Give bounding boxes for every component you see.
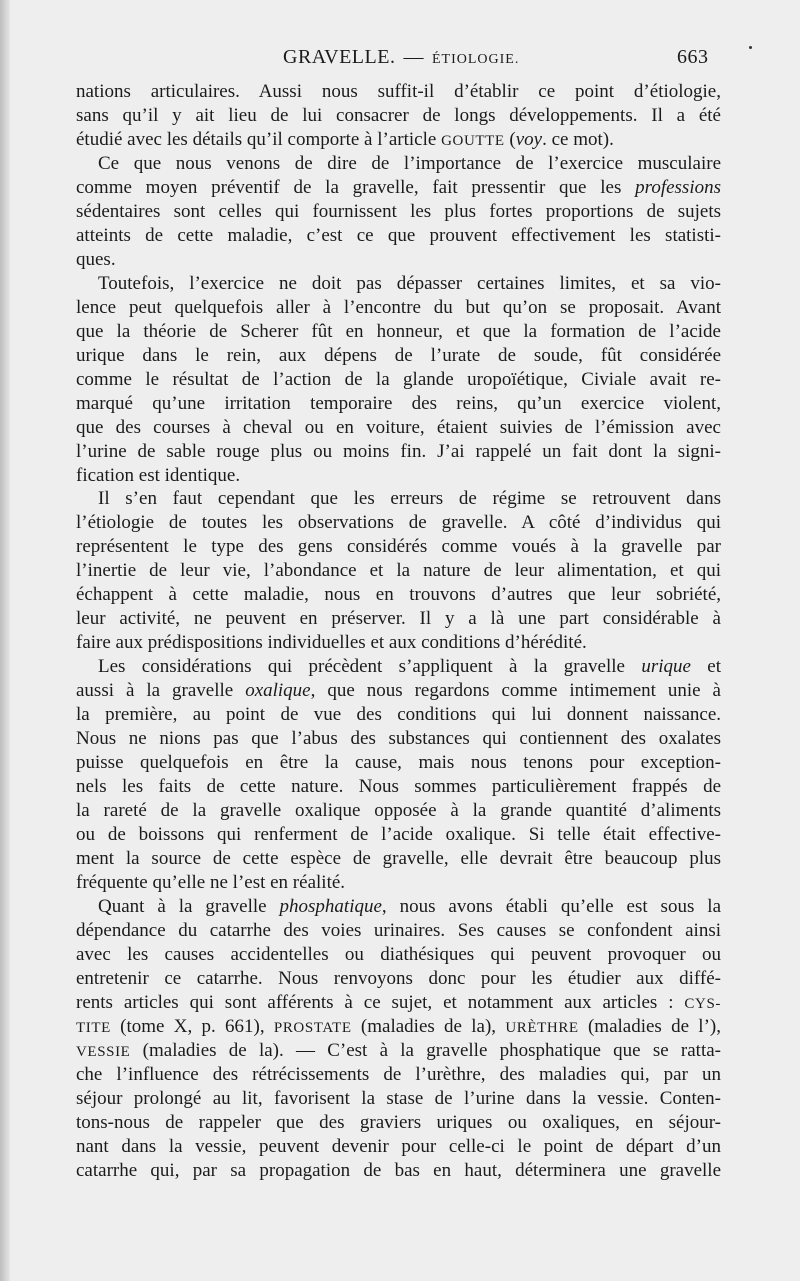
text-line xyxy=(76,1063,721,1087)
text-run: fication est identique. xyxy=(76,464,241,486)
text-run: Les considérations qui précèdent s’appliquent à la gravelle xyxy=(98,656,642,678)
text-run: catarrhe qui, par sa propagation de bas en haut, déterminera une gravelle xyxy=(76,1159,721,1181)
section-subtitle: ÉTIOLOGIE. xyxy=(431,52,520,67)
text-run: (maladies de la). — C’est à la gravelle phosphatique que se ratta- xyxy=(130,1039,721,1061)
text-run: faire aux prédispositions individuelles et aux conditions d’hérédité. xyxy=(76,632,587,654)
text-run: che l’influence des rétrécissements de l’urèthre, des maladies qui, par un xyxy=(76,1063,721,1085)
ink-speck xyxy=(749,46,752,49)
text-line xyxy=(76,200,721,224)
text-run: la rareté de la gravelle oxalique opposée à la grande quantité d’aliments xyxy=(76,800,721,822)
text-run: et xyxy=(690,656,721,678)
text-line xyxy=(76,176,721,200)
text-run: étudié avec les détails qu’il comporte à l’article xyxy=(76,128,442,150)
text-run: lence peut quelquefois aller à l’encontre du but qu’on se proposait. Avant xyxy=(76,296,721,318)
text-run: . ce mot). xyxy=(542,128,614,150)
text-line xyxy=(76,559,721,583)
text-run: l’inertie de leur vie, l’abondance et la nature de leur alimentation, et qui xyxy=(76,560,721,582)
text-line xyxy=(76,631,721,655)
text-line xyxy=(76,847,721,871)
chapter-title: GRAVELLE. xyxy=(283,46,396,68)
text-line xyxy=(76,991,721,1015)
text-run: rents articles qui sont afférents à ce sujet, et notamment aux articles : xyxy=(76,991,685,1013)
text-run: échappent à cette maladie, nous en trouvons d’autres que leur sobriété, xyxy=(76,584,721,606)
text-run: Ce que nous venons de dire de l’importance de l’exercice musculaire xyxy=(98,152,721,174)
text-line xyxy=(76,1015,721,1039)
text-line xyxy=(76,296,721,320)
text-run: l’étiologie de toutes les observations de gravelle. A côté d’individus qui xyxy=(76,512,721,534)
page-number: 663 xyxy=(677,46,709,68)
small-caps-term: TITE xyxy=(76,1019,111,1036)
text-run: séjour prolongé au lit, favorisent la stase de l’urine dans la vessie. Conten- xyxy=(76,1087,721,1109)
text-line xyxy=(76,1039,721,1063)
text-run: Il s’en faut cependant que les erreurs de régime se retrouvent dans xyxy=(98,488,721,510)
text-line xyxy=(76,535,721,559)
text-run: nations articulaires. Aussi nous suffit-il d’établir ce point d’étiologie, xyxy=(76,81,721,102)
text-line xyxy=(76,607,721,631)
text-run: (tome X, p. 661), xyxy=(110,1015,274,1037)
text-run: sédentaires sont celles qui fournissent les plus fortes proportions de sujets xyxy=(76,200,721,222)
text-line xyxy=(76,1087,721,1111)
text-line xyxy=(76,104,721,128)
text-run: comme moyen préventif de la gravelle, fait pressentir que les xyxy=(76,176,636,198)
italic-term: professions xyxy=(635,176,721,198)
text-line xyxy=(76,487,721,511)
italic-term: oxalique xyxy=(245,680,311,702)
text-line xyxy=(76,727,721,751)
text-line xyxy=(76,799,721,823)
text-run: Toutefois, l’exercice ne doit pas dépasser certaines limites, et sa vio- xyxy=(98,272,721,294)
small-caps-term: PROSTATE xyxy=(273,1019,352,1036)
text-line xyxy=(76,416,721,440)
italic-term: phosphatique xyxy=(279,895,382,917)
text-line xyxy=(76,967,721,991)
text-run: ment la source de cette espèce de gravelle, elle devrait être beaucoup plus xyxy=(76,848,721,869)
italic-term: voy xyxy=(515,128,543,150)
text-line xyxy=(76,823,721,847)
small-caps-term: CYS- xyxy=(684,995,721,1012)
text-run: leur activité, ne peuvent en préserver. Il y a là une part considérable à xyxy=(76,608,721,630)
text-run: urique dans le rein, aux dépens de l’urate de soude, fût considérée xyxy=(76,344,721,366)
text-line xyxy=(76,152,721,176)
text-run: tons-nous de rappeler que des graviers uriques ou oxaliques, en séjour- xyxy=(76,1111,721,1133)
running-title xyxy=(283,46,519,69)
text-line xyxy=(76,871,721,895)
text-run: , nous avons établi qu’elle est sous la xyxy=(381,895,721,917)
text-run: (maladies de l’), xyxy=(578,1015,721,1037)
text-run: ou de boissons qui renferment de l’acide oxalique. Si telle était effective- xyxy=(76,824,721,846)
text-run: marqué qu’une irritation temporaire des reins, qu’un exercice violent, xyxy=(76,392,721,414)
text-line xyxy=(76,511,721,535)
text-run: avec les causes accidentelles ou diathésiques qui peuvent provoquer ou xyxy=(76,943,721,965)
text-run: dépendance du catarrhe des voies urinaires. Ses causes se confondent ainsi xyxy=(76,919,721,941)
text-line xyxy=(76,1159,721,1183)
text-line xyxy=(76,751,721,775)
text-line xyxy=(76,368,721,392)
text-line xyxy=(76,440,721,464)
text-run: l’urine de sable rouge plus ou moins fin. J’ai rappelé un fait dont la signi- xyxy=(76,440,721,462)
text-run: Quant à la gravelle xyxy=(98,895,280,917)
text-line xyxy=(76,703,721,727)
text-line xyxy=(76,128,721,152)
title-separator: — xyxy=(403,46,424,68)
text-line xyxy=(76,392,721,416)
text-line xyxy=(76,1111,721,1135)
text-line xyxy=(76,224,721,248)
text-run: comme le résultat de l’action de la glande uropoïétique, Civiale avait re- xyxy=(76,368,721,390)
text-run: que la théorie de Scherer fût en honneur, et que la formation de l’acide xyxy=(76,320,721,342)
text-run: , que nous regardons comme intimement unie à xyxy=(310,680,721,702)
text-run: représentent le type des gens considérés comme voués à la gravelle par xyxy=(76,536,721,558)
italic-term: urique xyxy=(641,656,691,678)
text-run: que des courses à cheval ou en voiture, étaient suivies de l’émission avec xyxy=(76,416,721,438)
running-header xyxy=(0,46,800,72)
text-line xyxy=(76,919,721,943)
body-text xyxy=(76,80,721,1183)
text-line xyxy=(76,895,721,919)
text-line xyxy=(76,344,721,368)
text-run: Nous ne nions pas que l’abus des substances qui contiennent des oxalates xyxy=(76,728,721,750)
text-run: atteints de cette maladie, c’est ce que prouvent effectivement les statisti- xyxy=(76,224,721,246)
text-run: nant dans la vessie, peuvent devenir pour celle-ci le point de départ d’un xyxy=(76,1135,721,1157)
text-run: entretenir ce catarrhe. Nous renvoyons donc pour les étudier aux diffé- xyxy=(76,967,721,989)
small-caps-term: VESSIE xyxy=(76,1043,131,1060)
text-line xyxy=(76,464,721,488)
text-run: fréquente qu’elle ne l’est en réalité. xyxy=(76,871,346,893)
text-line xyxy=(76,655,721,679)
text-run: sans qu’il y ait lieu de lui consacrer de longs développements. Il a été xyxy=(76,104,721,126)
text-line xyxy=(76,320,721,344)
text-run: la première, au point de vue des conditions qui lui donnent naissance. xyxy=(76,704,721,726)
text-run: aussi à la gravelle xyxy=(76,680,246,702)
text-line xyxy=(76,248,721,272)
text-run: ( xyxy=(504,128,516,150)
text-run: nels les faits de cette nature. Nous sommes particulièrement frappés de xyxy=(76,776,721,798)
text-line xyxy=(76,80,721,104)
text-line xyxy=(76,583,721,607)
small-caps-term: GOUTTE xyxy=(441,132,505,149)
text-line xyxy=(76,1135,721,1159)
text-line xyxy=(76,679,721,703)
small-caps-term: URÈTHRE xyxy=(505,1019,579,1036)
text-run: (maladies de la), xyxy=(351,1015,506,1037)
text-line xyxy=(76,775,721,799)
page-edge-shadow xyxy=(0,0,10,1281)
text-line xyxy=(76,943,721,967)
text-run: puisse quelquefois en être la cause, mais nous tenons pour exception- xyxy=(76,752,721,774)
text-line xyxy=(76,272,721,296)
text-run: ques. xyxy=(76,248,116,270)
